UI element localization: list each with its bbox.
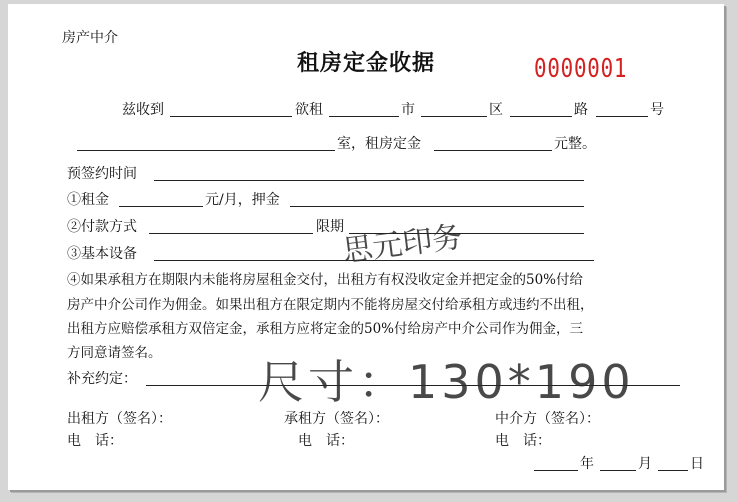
per-month-deposit-label: 元/月，押金 (205, 192, 280, 208)
lessee-phone-label: 电 话： (298, 433, 354, 449)
road-field[interactable] (510, 116, 572, 117)
district-field[interactable] (421, 116, 487, 117)
equipment-label: ③基本设备 (67, 246, 137, 262)
payment-method-field[interactable] (149, 233, 313, 234)
supplement-label: 补充约定： (67, 371, 137, 387)
month-field[interactable] (600, 470, 636, 471)
want-rent-label: 欲租 (295, 102, 323, 118)
room-deposit-label: 室，租房定金 (337, 136, 421, 152)
presign-field[interactable] (154, 180, 584, 181)
day-field[interactable] (658, 470, 688, 471)
year-field[interactable] (534, 470, 578, 471)
payment-method-label: ②付款方式 (67, 219, 137, 235)
number-label: 号 (650, 102, 664, 118)
agent-signature-label: 中介方（签名）： (495, 411, 600, 427)
presign-label: 预签约时间 (67, 166, 137, 182)
deposit-amount-field[interactable] (434, 150, 552, 151)
clause-line-2: 房产中介公司作为佣金。如果出租方在限定期内不能将房屋交付给承租方或违约不出租， (67, 297, 594, 313)
day-label: 日 (690, 456, 704, 472)
agency-label: 房产中介 (62, 30, 118, 46)
clause-line-1: ④如果承租方在期限内未能将房屋租金交付，出租方有权没收定金并把定金的50%付给 (67, 272, 584, 288)
number-field[interactable] (596, 116, 648, 117)
city-label: 市 (401, 102, 415, 118)
district-label: 区 (489, 102, 503, 118)
period-label: 限期 (316, 219, 344, 235)
size-watermark: 尺寸：130*190 (258, 355, 635, 409)
road-label: 路 (574, 102, 588, 118)
rent-field[interactable] (119, 206, 203, 207)
clause-line-3: 出租方应赔偿承租方双倍定金，承租方应将定金的50%付给房产中介公司作为佣金，三 (67, 321, 584, 337)
yuan-label: 元整。 (554, 136, 596, 152)
lessor-signature-label: 出租方（签名）： (67, 411, 172, 427)
lessor-phone-label: 电 话： (67, 433, 123, 449)
clause-line-4: 方同意请签名。 (67, 345, 162, 361)
received-label: 兹收到 (122, 102, 164, 118)
brand-watermark: 思元印务 (340, 219, 465, 270)
lessee-signature-label: 承租方（签名）： (284, 411, 389, 427)
year-label: 年 (580, 456, 594, 472)
room-field[interactable] (77, 150, 335, 151)
rent-label: ①租金 (67, 192, 109, 208)
payer-field[interactable] (170, 116, 292, 117)
receipt-title: 租房定金收据 (296, 50, 435, 76)
agent-phone-label: 电 话： (495, 433, 551, 449)
serial-number: 0000001 (534, 54, 628, 84)
month-label: 月 (638, 456, 652, 472)
receipt-form (8, 4, 724, 490)
security-deposit-field[interactable] (290, 206, 584, 207)
city-field[interactable] (329, 116, 399, 117)
